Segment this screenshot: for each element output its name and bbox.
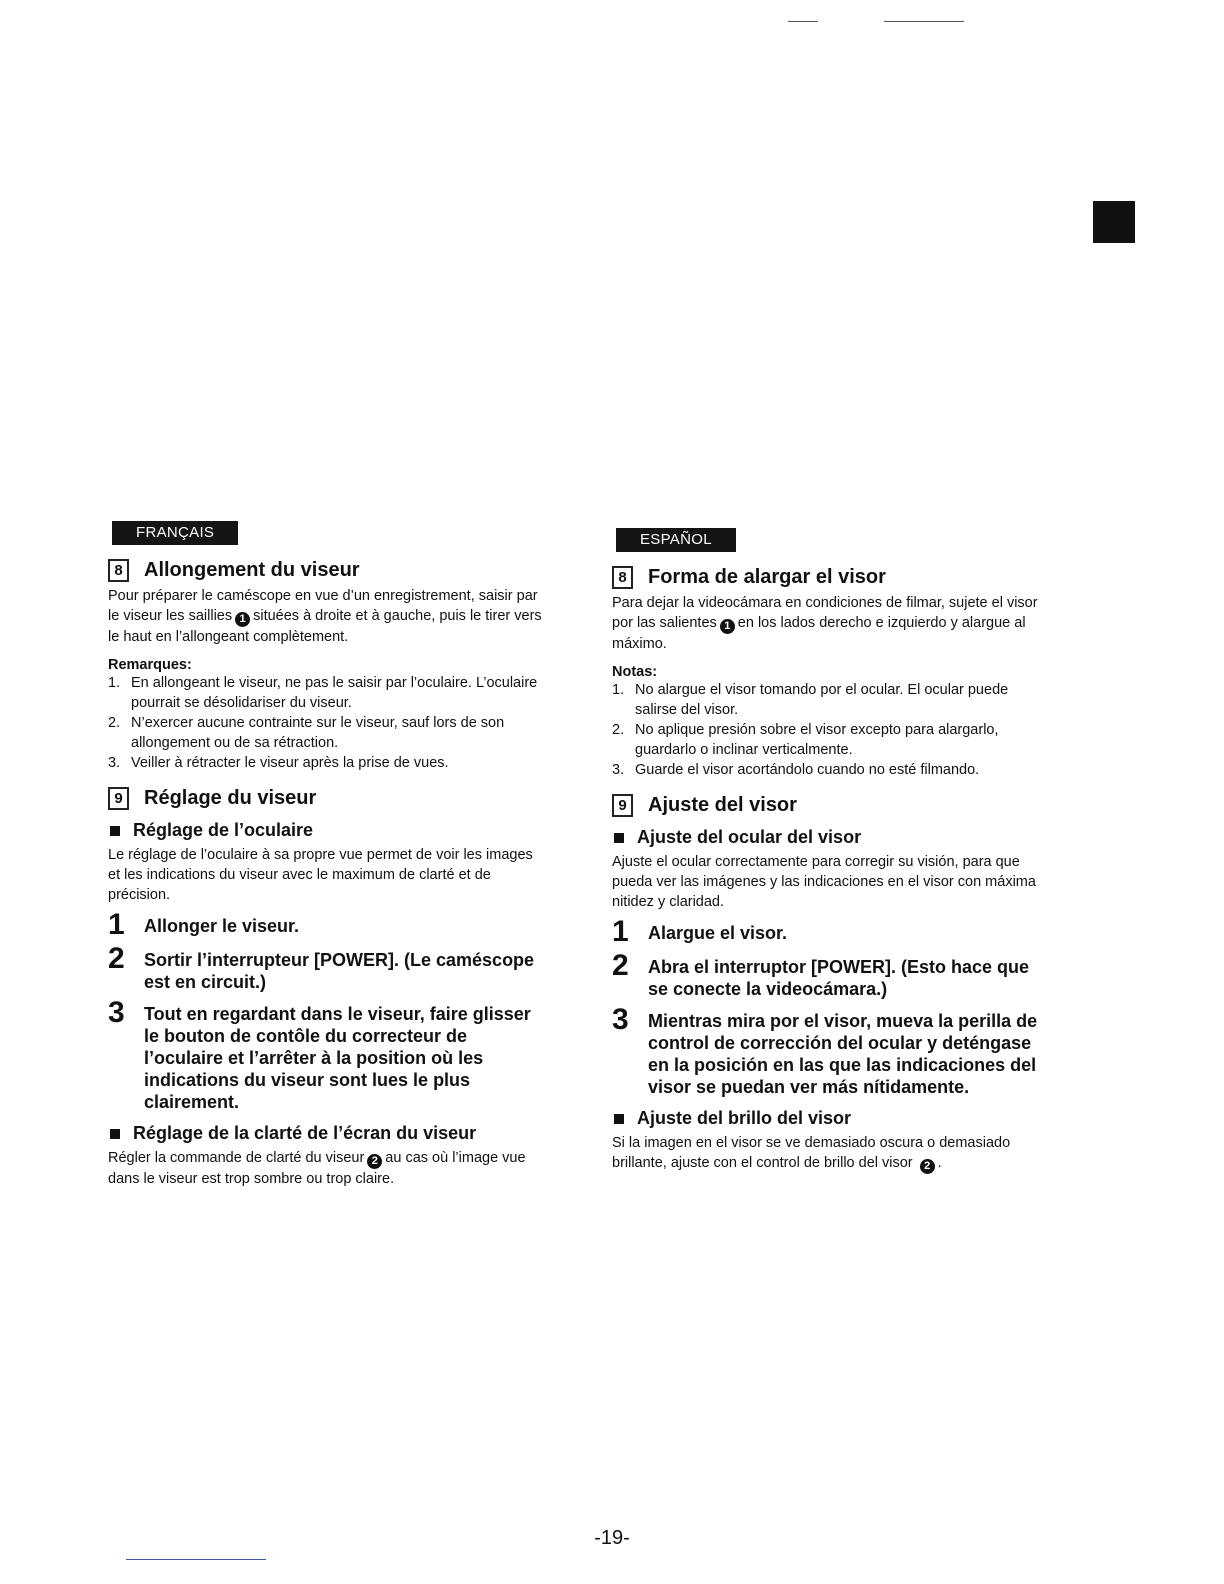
- step-number: 1: [612, 915, 629, 948]
- note-item: 3. Guarde el visor acortándolo cuando no esté filmando.: [612, 762, 980, 778]
- scan-artifact: [788, 21, 818, 22]
- step-number: 3: [108, 996, 125, 1029]
- subsection-heading: Réglage de l’oculaire: [108, 820, 548, 841]
- square-bullet-icon: [614, 1114, 624, 1124]
- subsection-heading: Réglage de la clarté de l’écran du viseur: [108, 1123, 548, 1144]
- section-number-box: 8: [108, 559, 129, 582]
- section-9-heading: [108, 787, 548, 810]
- language-tab-francais: FRANÇAIS: [112, 521, 238, 545]
- note-item: 1. En allongeant le viseur, ne pas le saisir par l’oculaire. L’oculaire pourrait se désolidariser du viseur.: [108, 675, 538, 711]
- section-number-box: 9: [108, 787, 129, 810]
- section-number-box: 9: [612, 794, 633, 817]
- section-index-tab: [1093, 201, 1135, 243]
- subsection-heading: Ajuste del ocular del visor: [612, 827, 1052, 848]
- step-number: 2: [612, 949, 629, 982]
- square-bullet-icon: [110, 826, 120, 836]
- section-title: Réglage du viseur: [144, 787, 317, 809]
- step-text: Tout en regardant dans le viseur, faire glisser le bouton de contôle du correcteur de l’oculaire et l’arrêter à la position où les indications du viseur sont lues le plus clairement.: [144, 1004, 531, 1112]
- step-text: Allonger le viseur.: [144, 916, 300, 936]
- step-item: [612, 949, 1052, 1000]
- footer-rule: [126, 1559, 266, 1560]
- section-8-heading: [108, 559, 548, 582]
- step-item: [108, 908, 548, 941]
- language-tab-espanol: ESPAÑOL: [616, 528, 736, 552]
- callout-1-icon: 1: [720, 619, 735, 634]
- callout-1-icon: 1: [235, 612, 250, 627]
- step-number: 1: [108, 908, 125, 941]
- section-title: Allongement du viseur: [144, 559, 360, 581]
- note-item: 1. No alargue el visor tomando por el ocular. El ocular puede salirse del visor.: [612, 682, 1009, 718]
- square-bullet-icon: [614, 833, 624, 843]
- espanol-column: [612, 528, 1052, 1174]
- square-bullet-icon: [110, 1129, 120, 1139]
- step-item: [612, 1003, 1052, 1098]
- step-number: 2: [108, 942, 125, 975]
- step-number: 3: [612, 1003, 629, 1036]
- section-8-paragraph: Pour préparer le caméscope en vue d’un enregistrement, saisir par le viseur les saillies 1 situées à droite et à gauche, puis le tirer vers le haut en l’allongeant complètement.: [108, 588, 542, 645]
- section-8-heading: [612, 566, 1052, 589]
- note-item: 2. No aplique presión sobre el visor excepto para alargarlo, guardarlo o inclinar verticalmente.: [612, 722, 999, 758]
- note-item: 3. Veiller à rétracter le viseur après la prise de vues.: [108, 755, 449, 771]
- step-item: [108, 942, 548, 993]
- subsection-paragraph: Le réglage de l’oculaire à sa propre vue permet de voir les images et les indications du viseur avec le maximum de clarté et de précision.: [108, 847, 533, 903]
- section-9-heading: [612, 794, 1052, 817]
- section-title: Forma de alargar el visor: [648, 566, 886, 588]
- subsection-paragraph: Ajuste el ocular correctamente para corregir su visión, para que pueda ver las imágenes y las indicaciones en el visor con máxima nitidez y claridad.: [612, 854, 1036, 910]
- step-text: Abra el interruptor [POWER]. (Esto hace que se conecte la videocámara.): [648, 957, 1030, 999]
- callout-2-icon: 2: [920, 1159, 935, 1174]
- note-item: 2. N’exercer aucune contrainte sur le viseur, sauf lors de son allongement ou de sa rétraction.: [108, 715, 505, 751]
- section-8-paragraph: Para dejar la videocámara en condiciones de filmar, sujete el visor por las salientes 1 en los lados derecho e izquierdo y alargue al máximo.: [612, 595, 1038, 652]
- notes-heading: Remarques:: [108, 657, 192, 673]
- step-text: Mientras mira por el visor, mueva la perilla de control de corrección del ocular y deténgase en la posición en las que las indicaciones del visor se puedan ver más nítidamente.: [648, 1011, 1038, 1097]
- scan-artifact: [884, 21, 964, 22]
- step-item: [108, 996, 548, 1113]
- section-number-box: 8: [612, 566, 633, 589]
- subsection-paragraph: Régler la commande de clarté du viseur 2 au cas où l’image vue dans le viseur est trop sombre ou trop claire.: [108, 1150, 526, 1187]
- subsection-heading: Ajuste del brillo del visor: [612, 1108, 1052, 1129]
- step-text: Alargue el visor.: [648, 923, 788, 943]
- francais-column: [108, 521, 548, 1189]
- subsection-paragraph: Si la imagen en el visor se ve demasiado oscura o demasiado brillante, ajuste con el control de brillo del visor 2 .: [612, 1135, 1011, 1172]
- notes-heading: Notas:: [612, 664, 658, 680]
- step-text: Sortir l’interrupteur [POWER]. (Le caméscope est en circuit.): [144, 950, 535, 992]
- callout-2-icon: 2: [367, 1154, 382, 1169]
- step-item: [612, 915, 1052, 948]
- page-number: -19-: [594, 1527, 630, 1549]
- section-title: Ajuste del visor: [648, 794, 797, 816]
